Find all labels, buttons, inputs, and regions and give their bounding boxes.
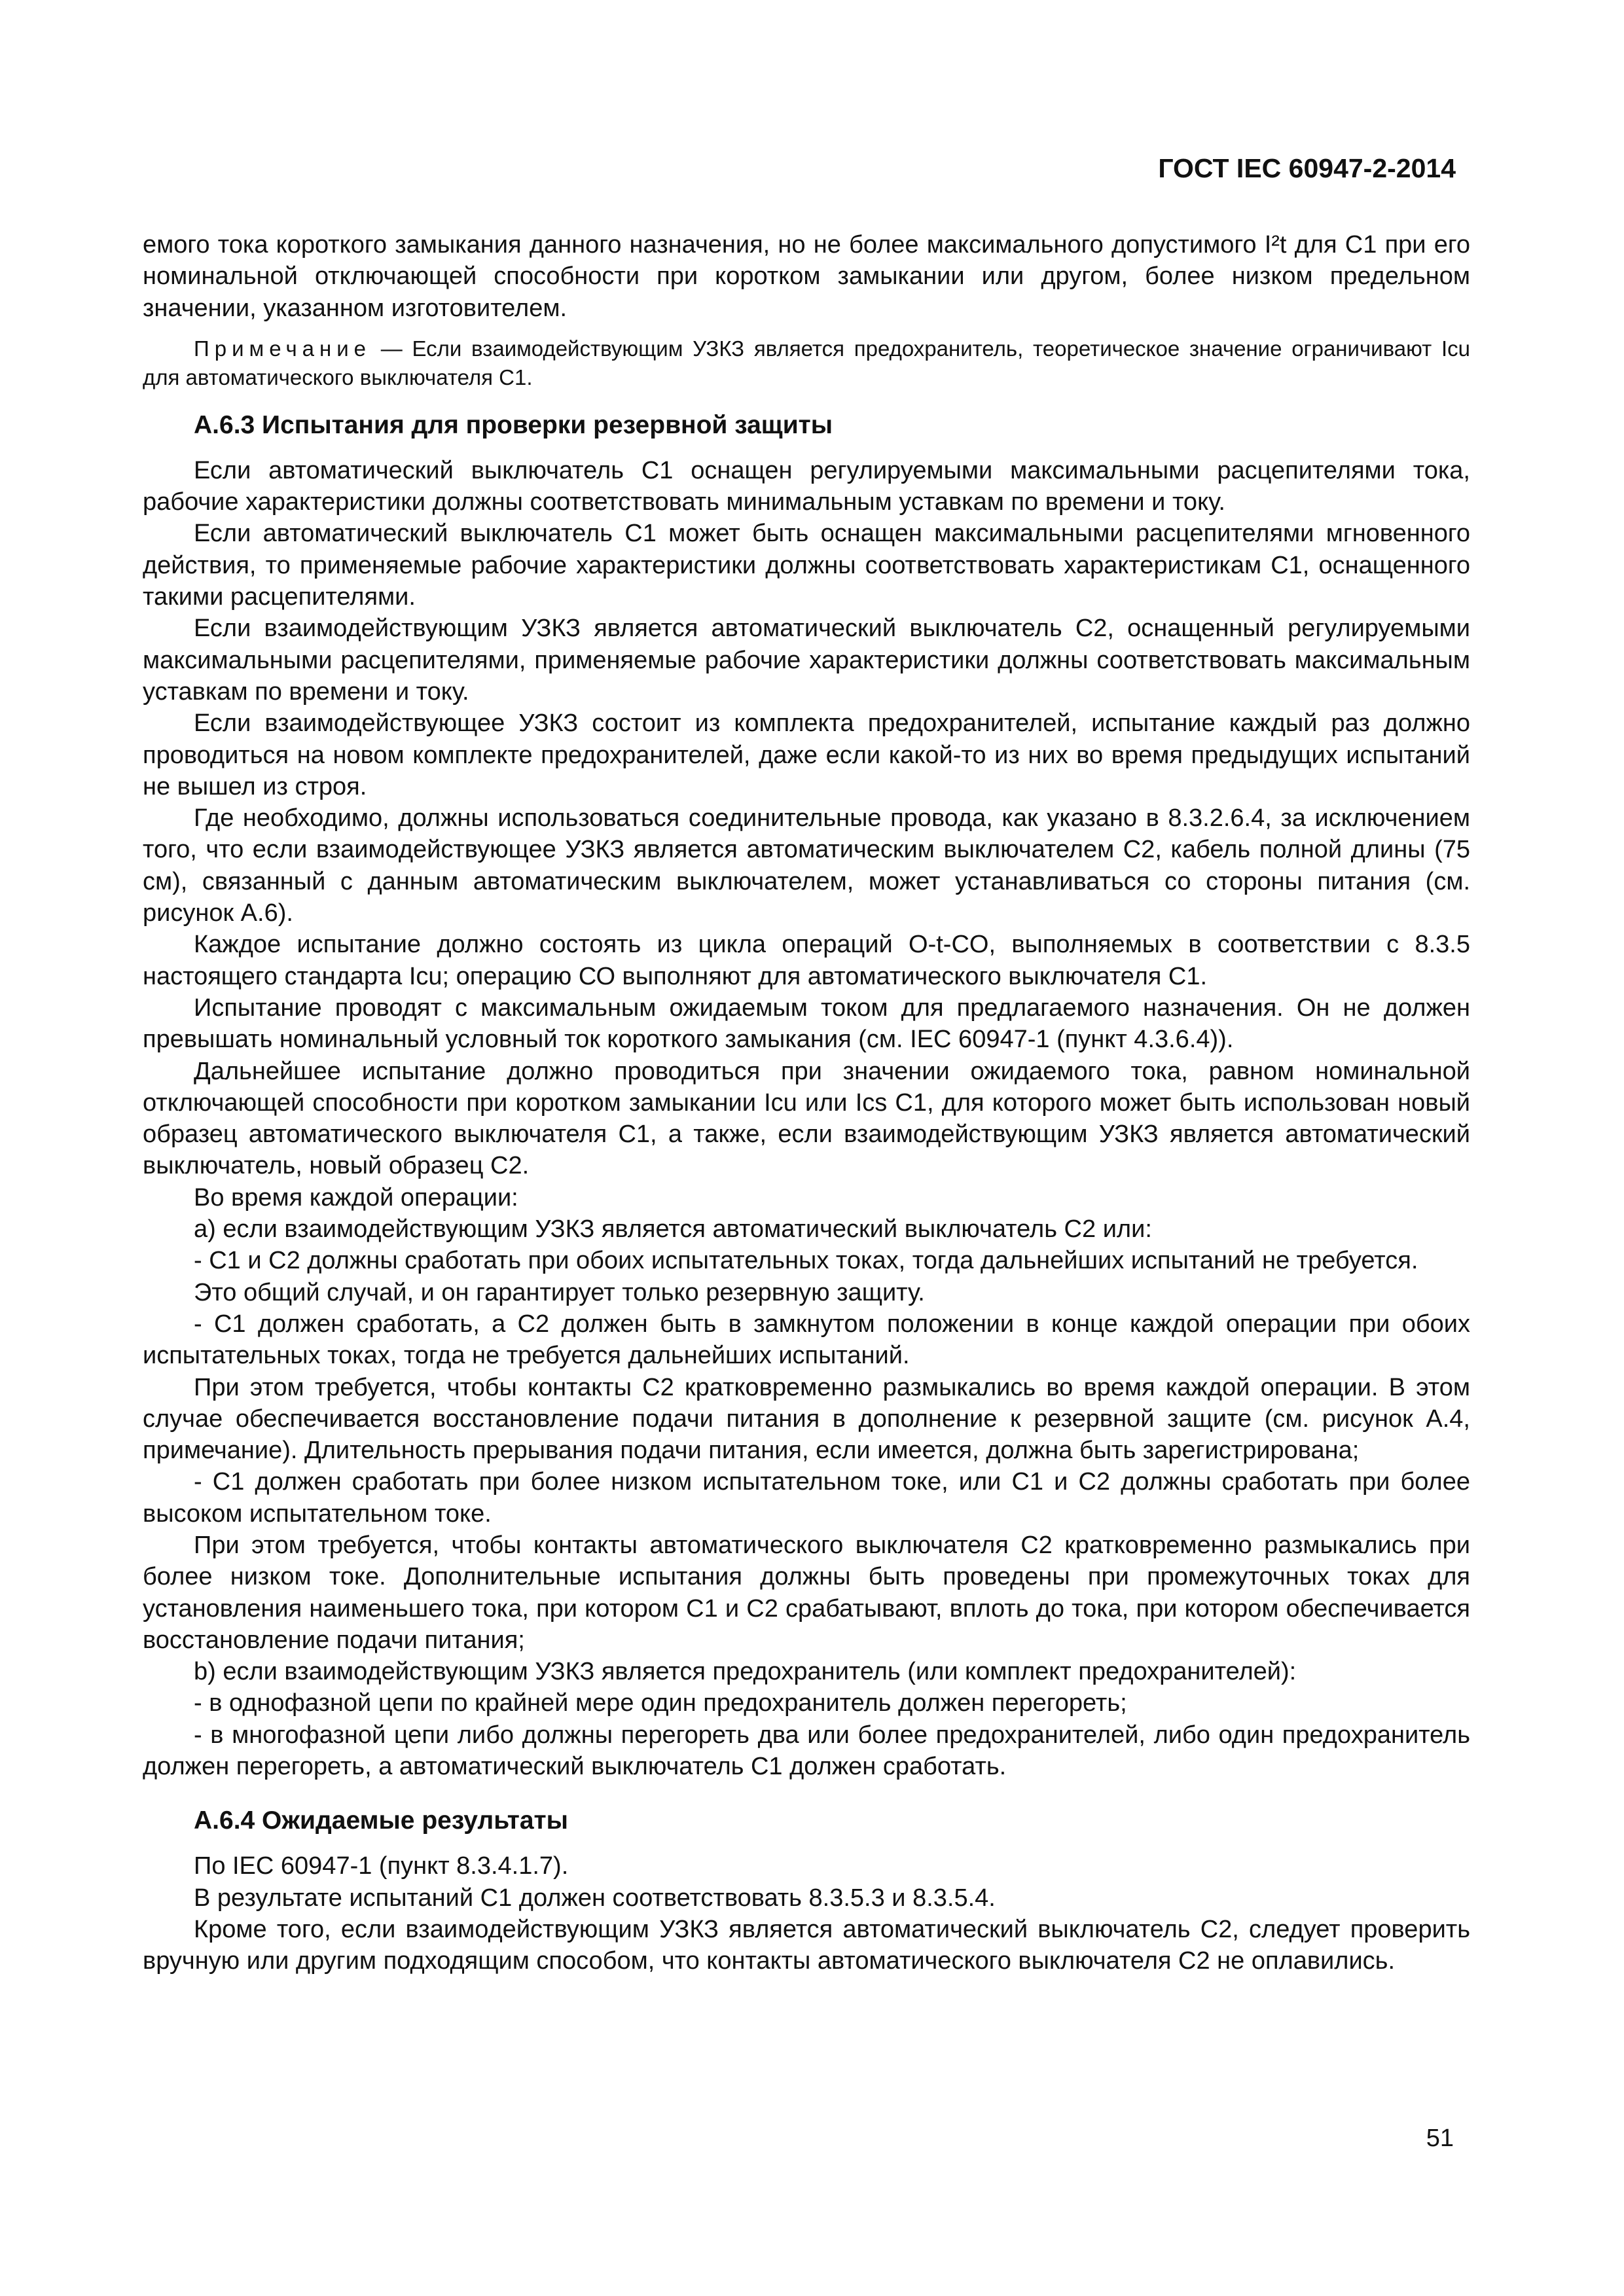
- paragraph: Кроме того, если взаимодействующим УЗКЗ является автоматический выключатель С2, следует проверить вручную или другим подходящим способом, что контакты автоматического выключателя С2 не оплавились.: [143, 1915, 1470, 1975]
- note: [143, 334, 1470, 392]
- paragraph: В результате испытаний С1 должен соответствовать 8.3.5.3 и 8.3.5.4.: [194, 1884, 996, 1912]
- section-heading-a64: А.6.4 Ожидаемые результаты: [194, 1806, 568, 1835]
- paragraph: Испытание проводят с максимальным ожидаемым током для предлагаемого назначения. Он не должен превышать номинальный условный ток короткого замыкания (см. IEC 60947-1 (пункт 4.3.6.4)).: [143, 994, 1470, 1054]
- section-heading-a63: А.6.3 Испытания для проверки резервной защиты: [194, 410, 833, 439]
- document-body: [143, 229, 1470, 1977]
- paragraph: Это общий случай, и он гарантирует только резервную защиту.: [194, 1278, 925, 1306]
- list-item: - в однофазной цепи по крайней мере один предохранитель должен перегореть;: [194, 1689, 1127, 1717]
- note-label: Примечание: [194, 336, 372, 361]
- note-text: — Если взаимодействующим УЗКЗ является предохранитель, теоретическое значение ограничивают Icu для автоматического выключателя С1.: [143, 336, 1470, 389]
- list-item: a) если взаимодействующим УЗКЗ является автоматический выключатель С2 или:: [194, 1215, 1152, 1244]
- paragraph: Если взаимодействующим УЗКЗ является автоматический выключатель С2, оснащенный регулируемыми максимальными расцепителями, применяемые рабочие характеристики должны соответствовать максимальным уставкам по времени и току.: [143, 615, 1470, 706]
- paragraph: Если автоматический выключатель С1 оснащен регулируемыми максимальными расцепителями тока, рабочие характеристики должны соответствовать минимальным уставкам по времени и току.: [143, 456, 1470, 516]
- paragraph: Если взаимодействующее УЗКЗ состоит из комплекта предохранителей, испытание каждый раз должно проводиться на новом комплекте предохранителей, даже если какой-то из них во время предыдущих испытаний не вышел из строя.: [143, 709, 1470, 800]
- paragraph: При этом требуется, чтобы контакты автоматического выключателя С2 кратковременно размыкались при более низком токе. Дополнительные испытания должны быть проведены при промежуточных токах для установления наименьшего тока, при котором С1 и С2 срабатывают, вплоть до тока, при котором обеспечивается восстановление подачи питания;: [143, 1531, 1470, 1654]
- document-header: ГОСТ IEC 60947-2-2014: [1158, 153, 1456, 183]
- page-number: 51: [1426, 2125, 1454, 2152]
- paragraph: емого тока короткого замыкания данного назначения, но не более максимального допустимого I²t для С1 при его номинальной отключающей способности при коротком замыкании или другом, более низком предельном значении, указанном изготовителем.: [143, 231, 1470, 322]
- list-item: b) если взаимодействующим УЗКЗ является предохранитель (или комплект предохранителей):: [194, 1658, 1297, 1686]
- list-item: - С1 и С2 должны сработать при обоих испытательных токах, тогда дальнейших испытаний не требуется.: [194, 1247, 1418, 1275]
- paragraph: Дальнейшее испытание должно проводиться при значении ожидаемого тока, равном номинальной отключающей способности при коротком замыкании Icu или Ics С1, для которого может быть использован новый образец автоматического выключателя С1, а также, если взаимодействующим УЗКЗ является автоматический выключатель, новый образец С2.: [143, 1057, 1470, 1180]
- paragraph: Если автоматический выключатель С1 может быть оснащен максимальными расцепителями мгновенного действия, то применяемые рабочие характеристики должны соответствовать характеристикам С1, оснащенного такими расцепителями.: [143, 520, 1470, 611]
- list-item: - в многофазной цепи либо должны перегореть два или более предохранителей, либо один предохранитель должен перегореть, а автоматический выключатель С1 должен сработать.: [143, 1721, 1470, 1781]
- paragraph: Каждое испытание должно состоять из цикла операций O-t-CO, выполняемых в соответствии с 8.3.5 настоящего стандарта Icu; операцию СО выполняют для автоматического выключателя С1.: [143, 931, 1470, 990]
- paragraph: По IEC 60947-1 (пункт 8.3.4.1.7).: [194, 1852, 569, 1880]
- list-item: - С1 должен сработать при более низком испытательном токе, или С1 и С2 должны сработать при более высоком испытательном токе.: [143, 1468, 1470, 1528]
- paragraph: Где необходимо, должны использоваться соединительные провода, как указано в 8.3.2.6.4, за исключением того, что если взаимодействующее УЗКЗ является автоматическим выключателем С2, кабель полной длины (75 см), связанный с данным автоматическим выключателем, может устанавливаться со стороны питания (см. рисунок А.6).: [143, 804, 1470, 927]
- list-item: - С1 должен сработать, а С2 должен быть в замкнутом положении в конце каждой операции при обоих испытательных токах, тогда не требуется дальнейших испытаний.: [143, 1310, 1470, 1370]
- paragraph: Во время каждой операции:: [194, 1183, 518, 1211]
- paragraph: При этом требуется, чтобы контакты С2 кратковременно размыкались во время каждой операции. В этом случае обеспечивается восстановление подачи питания в дополнение к резервной защите (см. рисунок А.4, примечание). Длительность прерывания подачи питания, если имеется, должна быть зарегистрирована;: [143, 1373, 1470, 1465]
